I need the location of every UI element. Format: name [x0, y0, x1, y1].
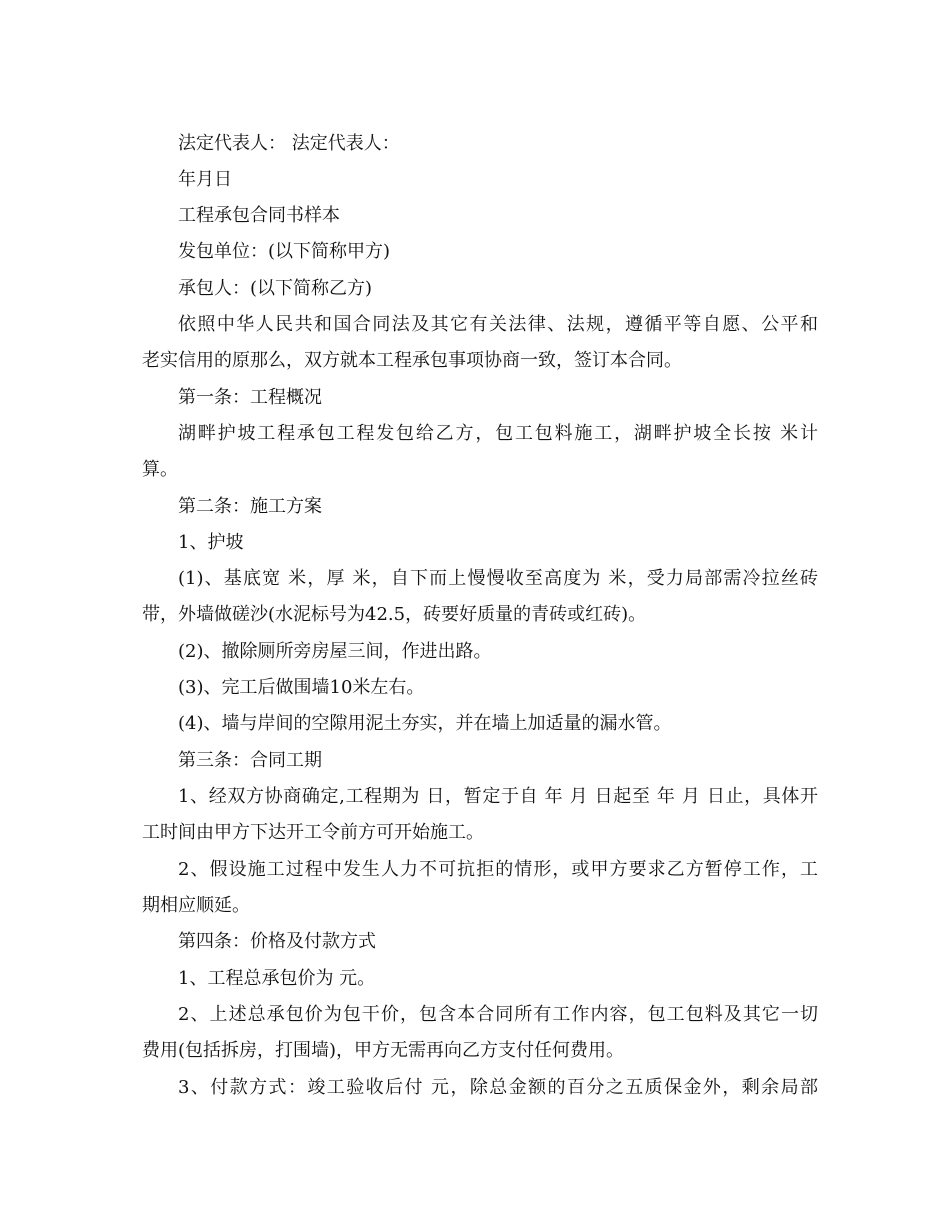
- article3-p2-line-1: 2、假设施工过程中发生人力不可抗拒的情形，或甲方要求乙方暂停工作，工: [178, 859, 818, 880]
- article3-p1-line-2: 工时间由甲方下达开工令前方可开始施工。: [142, 822, 484, 843]
- article2-sub-heading: 1、护坡: [178, 532, 244, 553]
- article3-p1-line-1: 1、经双方协商确定,工程期为 日，暂定于自 年 月 日起至 年 月 日止，具体开: [178, 786, 818, 807]
- article2-item3: (3)、完工后做围墙10米左右。: [178, 677, 425, 698]
- date-line: 年月日: [178, 169, 232, 190]
- article2-item1-line-2: 带，外墙做磋沙(水泥标号为42.5，砖要好质量的青砖或红砖)。: [142, 604, 647, 625]
- article2-item2: (2)、撤除厕所旁房屋三间，作进出路。: [178, 641, 492, 662]
- party-b-line: 承包人：(以下简称乙方): [178, 278, 373, 299]
- article3-heading: 第三条：合同工期: [178, 750, 322, 771]
- intro-line-1: 依照中华人民共和国合同法及其它有关法律、法规，遵循平等自愿、公平和: [178, 314, 818, 335]
- signature-line: 法定代表人： 法定代表人：: [178, 133, 400, 154]
- article2-item1-line-1: (1)、基底宽 米，厚 米，自下而上慢慢收至高度为 米，受力局部需冷拉丝砖: [178, 568, 818, 589]
- intro-line-2: 老实信用的原那么，双方就本工程承包事项协商一致，签订本合同。: [142, 350, 682, 371]
- article2-heading: 第二条：施工方案: [178, 496, 322, 517]
- document-title: 工程承包合同书样本: [178, 205, 340, 226]
- article1-line-2: 算。: [142, 459, 178, 480]
- article4-p2-line-2: 费用(包括拆房，打围墙)，甲方无需再向乙方支付任何费用。: [142, 1040, 625, 1061]
- article1-line-1: 湖畔护坡工程承包工程发包给乙方，包工包料施工，湖畔护坡全长按 米计: [178, 423, 818, 444]
- article4-p3: 3、付款方式：竣工验收后付 元，除总金额的百分之五质保金外，剩余局部: [178, 1077, 818, 1098]
- article4-p1: 1、工程总承包价为 元。: [178, 968, 376, 989]
- article1-heading: 第一条：工程概况: [178, 387, 322, 408]
- article2-item4: (4)、墙与岸间的空隙用泥土夯实，并在墙上加适量的漏水管。: [178, 713, 672, 734]
- article4-p2-line-1: 2、上述总承包价为包干价，包含本合同所有工作内容，包工包料及其它一切: [178, 1004, 818, 1025]
- article3-p2-line-2: 期相应顺延。: [142, 895, 250, 916]
- party-a-line: 发包单位：(以下简称甲方): [178, 241, 391, 262]
- article4-heading: 第四条：价格及付款方式: [178, 931, 376, 952]
